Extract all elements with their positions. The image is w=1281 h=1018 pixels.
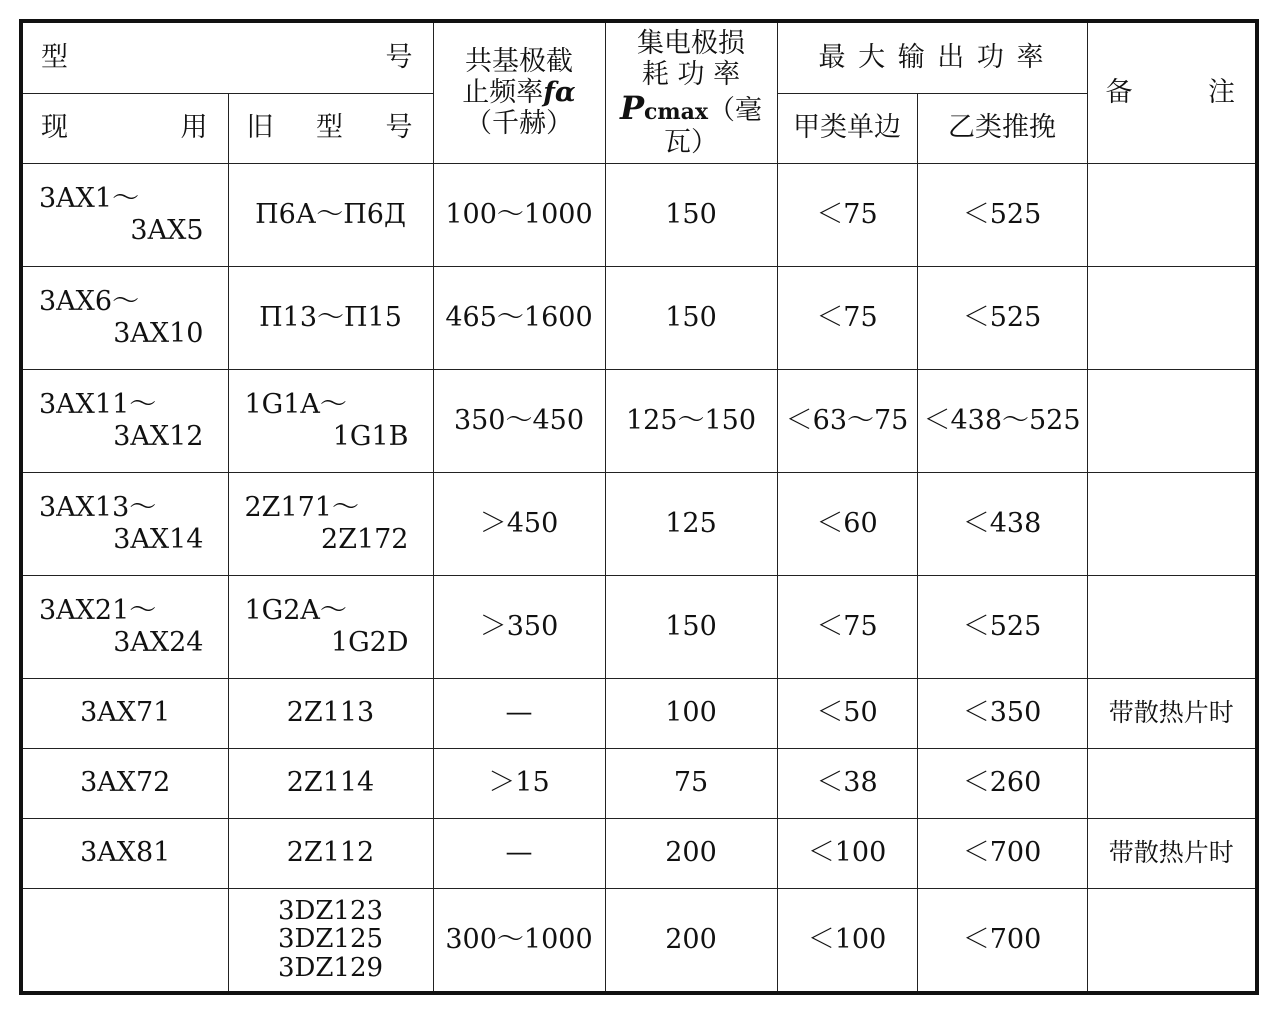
collector-dissipation-cell: 150 — [605, 266, 777, 369]
class-a-output-cell: ＜75 — [777, 575, 917, 678]
remark-header — [1087, 23, 1255, 163]
old-model-line-1: 3DZ123 — [277, 895, 384, 926]
table-row — [23, 678, 1255, 748]
cutoff-frequency-cell: ＞450 — [433, 472, 605, 575]
remark-left: 备 — [1105, 77, 1135, 109]
collector-dissipation-cell: 150 — [605, 575, 777, 678]
remark-right: 注 — [1208, 77, 1238, 109]
class-a-output-cell: ＜50 — [777, 678, 917, 748]
class-a-output-cell: ＜75 — [777, 163, 917, 266]
class-b-output-cell: ＜260 — [917, 748, 1087, 818]
current-model-cell — [23, 369, 228, 472]
current-model-a: 3AX11～ — [39, 389, 157, 421]
old-model-header — [228, 93, 433, 163]
collector-dissipation-header — [605, 23, 777, 163]
table-row — [23, 266, 1255, 369]
cutoff-frequency-cell: — — [433, 678, 605, 748]
collector-dissipation-cell: 200 — [605, 888, 777, 991]
current-model-cell — [23, 888, 228, 991]
current-model-a: 3AX13～ — [39, 492, 157, 524]
remark-cell — [1087, 369, 1255, 472]
class-a-output-cell: ＜75 — [777, 266, 917, 369]
remark-cell — [1087, 575, 1255, 678]
old-model-cell: 2Z114 — [228, 748, 433, 818]
remark-cell — [1087, 163, 1255, 266]
class-a-output-cell: ＜100 — [777, 888, 917, 991]
old-model-b: 1G2D — [330, 626, 409, 658]
old-model-cell — [228, 369, 433, 472]
current-model-a: 3AX6～ — [39, 286, 140, 318]
pc-line1: 集电极损 — [637, 27, 745, 59]
collector-dissipation-cell: 200 — [605, 818, 777, 888]
old-model-cell: 2Z113 — [228, 678, 433, 748]
current-model-cell: 3AX71 — [23, 678, 228, 748]
class-a-output-cell: ＜38 — [777, 748, 917, 818]
table-row — [23, 163, 1255, 266]
class-b-output-cell: ＜438 — [917, 472, 1087, 575]
cutoff-frequency-cell: 350～450 — [433, 369, 605, 472]
table-row — [23, 748, 1255, 818]
current-label-left: 现 — [41, 112, 70, 144]
current-model-a: 3AX21～ — [39, 595, 157, 627]
remark-cell: 带散热片时 — [1087, 818, 1255, 888]
pc-subscript: cmax — [644, 98, 709, 125]
table-row — [23, 369, 1255, 472]
collector-dissipation-cell: 125 — [605, 472, 777, 575]
old-label-2: 型 — [316, 112, 345, 144]
old-model-b: 2Z172 — [321, 523, 409, 555]
collector-dissipation-cell: 75 — [605, 748, 777, 818]
old-model-cell — [228, 472, 433, 575]
remark-cell: 带散热片时 — [1087, 678, 1255, 748]
header-row-1 — [23, 23, 1255, 93]
collector-dissipation-cell: 125～150 — [605, 369, 777, 472]
remark-cell — [1087, 472, 1255, 575]
old-model-a: 1G2A～ — [244, 595, 347, 627]
class-a-output-cell: ＜100 — [777, 818, 917, 888]
class-a-output-cell: ＜63～75 — [777, 369, 917, 472]
collector-dissipation-cell: 100 — [605, 678, 777, 748]
current-label-right: 用 — [180, 112, 210, 144]
current-model-b: 3AX14 — [113, 523, 204, 555]
pc-symbol: P — [619, 88, 644, 127]
model-header — [23, 23, 433, 93]
table-row — [23, 575, 1255, 678]
class-b-output-cell: ＜438～525 — [917, 369, 1087, 472]
old-model-line-3: 3DZ129 — [277, 953, 384, 984]
current-model-cell — [23, 472, 228, 575]
pc-line2: 耗 功 率 — [641, 58, 741, 90]
cutoff-line2: 止频率 — [462, 77, 544, 109]
current-model-header — [23, 93, 228, 163]
table-row — [23, 818, 1255, 888]
old-label-1: 旧 — [246, 112, 276, 144]
table-row — [23, 472, 1255, 575]
current-model-cell: 3AX81 — [23, 818, 228, 888]
pc-unit-b: 瓦） — [664, 126, 718, 158]
class-b-header: 乙类推挽 — [917, 93, 1087, 163]
old-model-cell: П6А～П6Д — [228, 163, 433, 266]
cutoff-symbol: fα — [543, 77, 576, 109]
old-model-cell: 2Z112 — [228, 818, 433, 888]
class-b-output-cell: ＜525 — [917, 575, 1087, 678]
remark-cell — [1087, 888, 1255, 991]
max-output-header: 最 大 输 出 功 率 — [777, 23, 1087, 93]
cutoff-frequency-cell: 300～1000 — [433, 888, 605, 991]
old-model-a: 1G1A～ — [244, 389, 347, 421]
current-model-cell — [23, 266, 228, 369]
cutoff-frequency-cell: ＞350 — [433, 575, 605, 678]
class-b-output-cell: ＜700 — [917, 818, 1087, 888]
old-model-b: 1G1B — [332, 420, 409, 452]
cutoff-line1: 共基极截 — [465, 46, 573, 78]
current-model-cell — [23, 575, 228, 678]
class-b-output-cell: ＜350 — [917, 678, 1087, 748]
old-model-line-2: 3DZ125 — [277, 924, 384, 955]
remark-cell — [1087, 748, 1255, 818]
old-model-cell — [228, 888, 433, 991]
current-model-b: 3AX5 — [130, 214, 204, 246]
model-header-left: 型 — [41, 42, 70, 74]
current-model-cell: 3AX72 — [23, 748, 228, 818]
old-model-cell: П13～П15 — [228, 266, 433, 369]
cutoff-frequency-cell: 100～1000 — [433, 163, 605, 266]
cutoff-unit: （千赫） — [465, 108, 573, 140]
current-model-a: 3AX1～ — [39, 183, 140, 215]
pc-unit-a: （毫 — [708, 94, 763, 126]
cutoff-frequency-cell: — — [433, 818, 605, 888]
class-b-output-cell: ＜525 — [917, 266, 1087, 369]
cutoff-frequency-header — [433, 23, 605, 163]
class-b-output-cell: ＜700 — [917, 888, 1087, 991]
class-a-output-cell: ＜60 — [777, 472, 917, 575]
cutoff-frequency-cell: ＞15 — [433, 748, 605, 818]
collector-dissipation-cell: 150 — [605, 163, 777, 266]
table-row — [23, 888, 1255, 991]
model-header-right: 号 — [385, 42, 415, 74]
transistor-spec-table — [23, 23, 1255, 991]
old-model-a: 2Z171～ — [244, 492, 359, 524]
current-model-b: 3AX10 — [113, 317, 204, 349]
old-model-cell — [228, 575, 433, 678]
current-model-cell — [23, 163, 228, 266]
remark-cell — [1087, 266, 1255, 369]
cutoff-frequency-cell: 465～1600 — [433, 266, 605, 369]
class-a-header: 甲类单边 — [777, 93, 917, 163]
class-b-output-cell: ＜525 — [917, 163, 1087, 266]
old-label-3: 号 — [385, 112, 415, 144]
current-model-b: 3AX24 — [113, 626, 204, 658]
current-model-b: 3AX12 — [113, 420, 204, 452]
